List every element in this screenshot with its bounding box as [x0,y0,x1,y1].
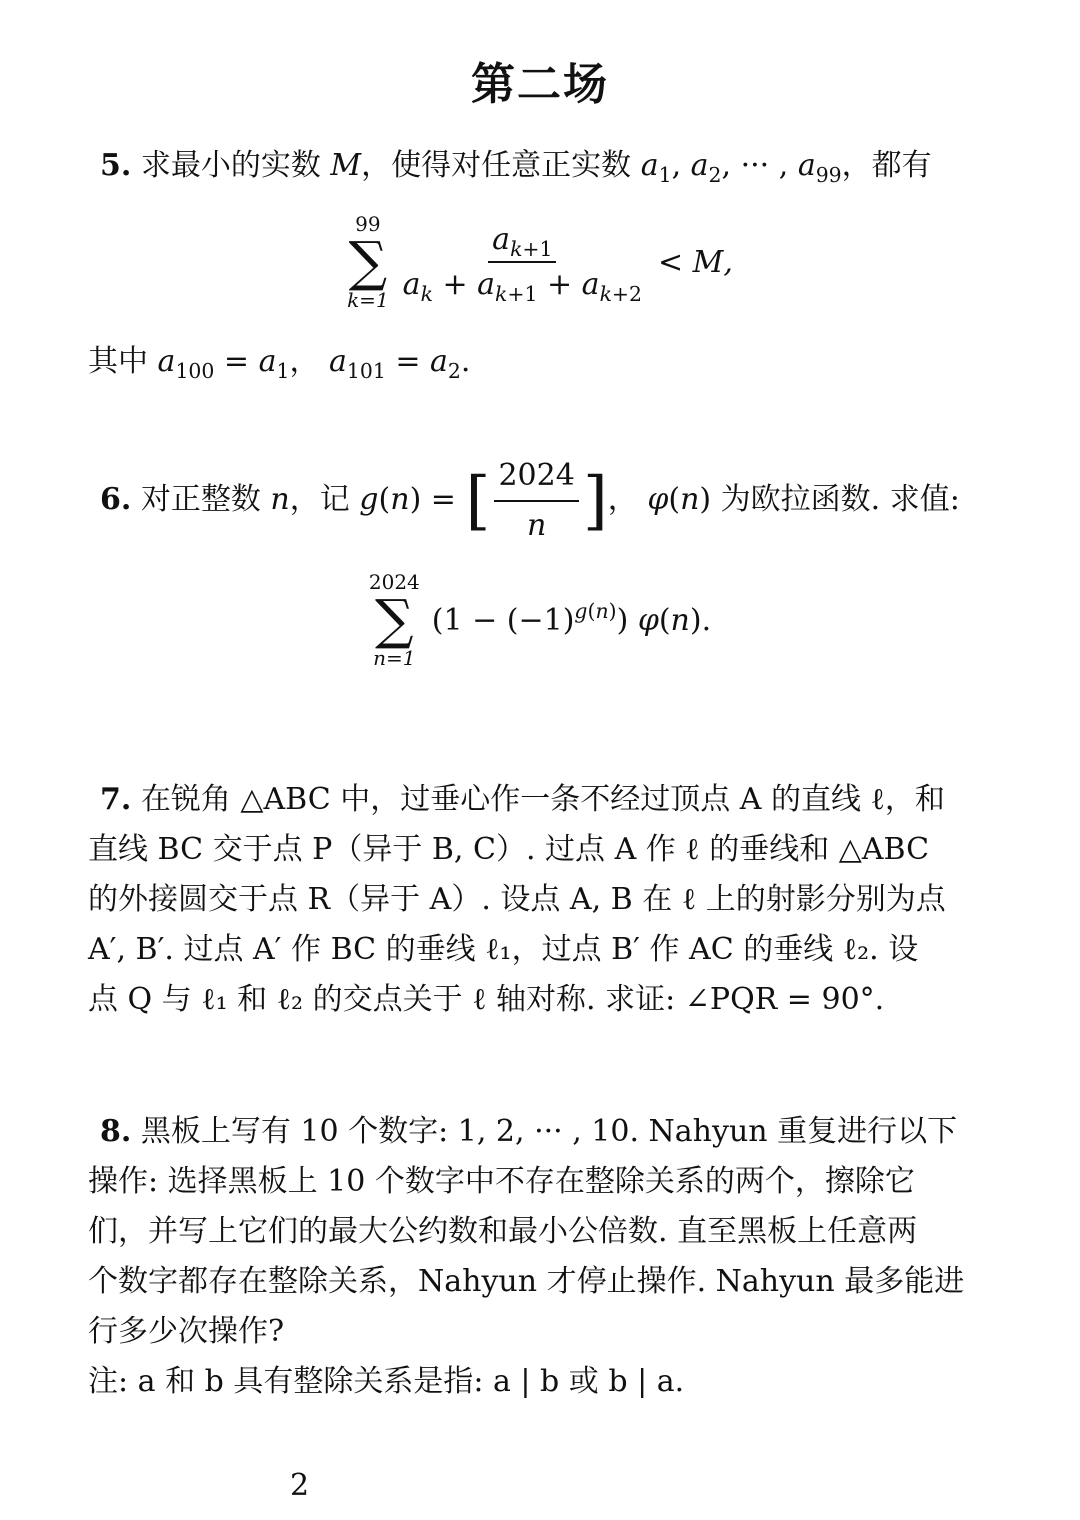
problem-6-text-c: ， [607,482,638,517]
problem-5-formula [0,212,1080,312]
problem-7-line-1 [100,780,1010,820]
fraction-5: $\frac{a_{k+1}}{a_k + a_{k+1} + a_{k+2}}$ [402,222,642,307]
problem-6-text-b: ，记 [289,482,350,517]
problem-8-line-3: 们，并写上它们的最大公约数和最小公倍数. 直至黑板上任意两 [88,1214,918,1249]
problem-8-line-2: 操作: 选择黑板上 10 个数字中不存在整除关系的两个，擦除它 [88,1164,915,1199]
problem-7-number: 7. [100,782,132,817]
problem-8-line-1 [100,1112,1010,1152]
problem-5-rhs: < M, [657,244,733,280]
problem-8-line-5: 行多少次操作? [88,1314,285,1349]
problem-8-number: 8. [100,1114,132,1149]
problem-5-text-a: 求最小的实数 [140,148,321,183]
problem-7-line-3: 的外接圆交于点 R（异于 A）. 设点 A, B 在 ℓ 上的射影分别为点 [88,882,946,917]
problem-6-number: 6. [100,482,132,517]
summation-5: 99 ∑ k=1 [347,212,389,312]
sum-upper-limit: 99 [355,212,381,236]
sum-lower-limit: k=1 [347,288,389,312]
problem-6-formula: 2024 ∑ n=1 $(1 - (-1)^{g(n)})$ φ(n). [368,570,712,670]
problem-8-note: 注: a 和 b 具有整除关系是指: a | b 或 b | a. [88,1364,685,1399]
problem-6-statement: 6. 对正整数 n，记 g(n) = [ $\frac{2024}{n}$ ] ， φ(n) 为欧拉函数. 求值: [100,456,1010,546]
page-number: 2 [290,1468,310,1503]
section-title: 第二场 [471,59,609,110]
problem-5-tail-c: . [460,344,471,379]
problem-5-text-b: ，使得对任意正实数 [361,148,632,183]
problem-8-text-1: 黑板上写有 10 个数字: 1, 2, ··· , 10. Nahyun 重复进行以下 [140,1114,958,1149]
problem-5-tail-b: ， [289,344,320,379]
problem-7-line-4: A′, B′. 过点 A′ 作 BC 的垂线 ℓ₁，过点 B′ 作 AC 的垂线 ℓ₂. 设 [88,932,919,967]
problem-7-line-2: 直线 BC 交于点 P（异于 B, C）. 过点 A 作 ℓ 的垂线和 △ABC [88,832,930,867]
problem-5-number: 5. [100,148,132,183]
sum-upper-limit: 2024 [368,570,420,594]
problem-5-statement: 5. 求最小的实数 M，使得对任意正实数 $a_1$, $a_2$, ··· , $a_{99}$，都有 [100,148,932,188]
problem-5-tail: 其中 $a_{100} = a_1$， $a_{101} = a_2$. [88,344,471,384]
problem-5-text-c: ，都有 [841,148,932,183]
problem-5-tail-a: 其中 [88,344,148,379]
floor-bracket: [ $\frac{2024}{n}$ ] [465,458,608,543]
problem-8-line-4: 个数字都存在整除关系，Nahyun 才停止操作. Nahyun 最多能进 [88,1264,965,1299]
problem-6-text-d: 为欧拉函数. 求值: [720,482,960,517]
summation-6: 2024 ∑ n=1 [368,570,420,670]
problem-6-text-a: 对正整数 [140,482,261,517]
problem-7-text-1: 在锐角 △ABC 中，过垂心作一条不经过顶点 A 的直线 ℓ，和 [140,782,945,817]
problem-7-line-5: 点 Q 与 ℓ₁ 和 ℓ₂ 的交点关于 ℓ 轴对称. 求证: ∠PQR = 90°. [88,982,885,1017]
fraction-6-numerator: 2024 [494,456,578,502]
sum-lower-limit: n=1 [373,646,416,670]
